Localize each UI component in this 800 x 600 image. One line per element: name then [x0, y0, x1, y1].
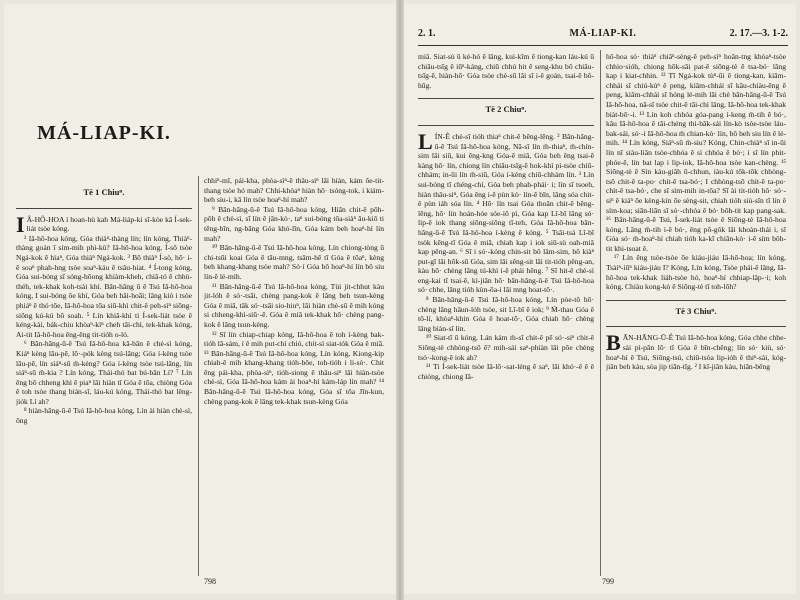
chapter-heading: Tē 1 Chiuⁿ. — [83, 187, 125, 197]
paragraph: ¹¹ Ti Í-sek-liát tsòe Iâ-lō·-sat-léng ê saⁿ, lâi khó·-ê ê ê chióng, chiong Iâ- — [418, 362, 594, 381]
paragraph: LÍN-Ê chè-sī tióh thiaⁿ chit-ê bêng-lēng. ² Bān-hāng-ū-ê Tsú Iâ-hô-hoa kóng, Nā-sī lín m̄-thiaⁿ, m̄-chín-sim lâi siū, kui êng-kng Góa-ê miâ, Góa beh êng tsai-ē kàng hō· lín, chiong lín chiâu-tsīg-ê hok-khì pì-tsòe chiū-chhám; in-ūi lín m̄-siū, Góa í-kèng chiū-chhám lín. ³ Lín sui-bóng tī chéng-chí, Góa beh phah-phái· i; lín sī tsoeh, hiàn thâu-siⁿ, Góa êng i-ê pùn kò· lín-ê bīn, lâng sóa chit-ê pùn iáh sóa lín. ⁴ Hō· lín tsai Góa thoân chit-ê bêng-lēng, hō· lín hoán-hóe sóe-iō pì, Góa kap Lī-bī lâng só· lip-ê iok thang siōng-siōng tī-teh, Góa Iâ-hô-hoa bān-hāng-ū-ê Tsú Iâ-hô-hoa í-kèng ê kóng. ⁵ Tsâi-tsá Lī-bī tsòk kēng-tī Góa ê miâ, chiah kap i iok siū-sù oah-miâ kap pêng-an. ⁶ Sī i só·-kóng chin-sit bô lâm-sim, bô kiàⁿ put-gī lâi hōk-sū Góa, sim lâi sêng-sit lâi tit-tióh pêng-an, kàu hō· chèng lâng tú-khì i-ê phái hêng. ⁷ Sī hit-ê chè-sì eng-kai tī tsai-ê, kì-jiân hō· bān-hāng-ū-ê Tsú Iâ-hô-hoa só· chhe, lâng tióh kùn-ōa-i lâi mng hoat-tō·. — [418, 128, 594, 295]
chapter-heading: Tē 3 Chiuⁿ. — [675, 305, 717, 316]
left-page — [4, 4, 396, 594]
book-gutter — [396, 0, 404, 600]
header-left: 2. 1. — [418, 28, 436, 39]
paragraph: ¹² Sī lín chiap-chiap kóng, Iâ-hô-hoa ê toh í-kèng bak-tióh lâ-sám, í ê mih put-chí chió, chit-sì siat-tók Góa ê miâ. ¹³ Bān-hāng-ū-ê Tsú Iâ-hô-hoa kóng, Lín kóng, Kiong-kip chiah-ê mih khang-khang tióh-bôe, toh-tióh i li-sò·. Chit ēng pái-kha, phòa-sìⁿ, tióh-siong ê thâu-siⁿ lâi hiàn-tsòe chè-sì, Góa Iâ-hô-hoa kám ài hoaⁿ-hí kám-láp lín mah? ¹⁴ Bān-hāng-ū-ê Tsú Iâ-hô-hoa kóng, Góa sī tōa Jîn-kun, chèng pang-kok ê lâng tek-khak tsun-kèng Góa — [204, 329, 384, 406]
chapter-rule — [418, 98, 594, 99]
running-header — [418, 28, 788, 44]
paragraph: ⁸ Bān-hāng-ū-ê Tsú Iâ-hô-hoa kóng, Lín pòe-tô hō· chèng lâng hāun-lóh tsòe, sit Lī-bī ê iok; ⁹ M̄-thau Góa ê tō-lí, khòaⁿ-khin Góa ê hoat-tō·, Góa chiah hō· chèng lâng biàn-sī lín. — [418, 295, 594, 333]
header-title: MÁ-LIAP-KI. — [569, 28, 637, 39]
right-page — [404, 4, 796, 594]
drop-cap: I — [16, 211, 25, 237]
paragraph: ⁹ Bān-hāng-ū-ê Tsú Iâ-hô-hoa kóng, Hiān chit-ê pôh-pôh ê chè-sì, sī lín ê jân-kò·, taⁿ sui-bóng tōa-siàⁿ āu-kiô ti tēng-bīn, ng-bāng Góa khó-lîn, Góa kám beh hoaⁿ-hí lín mah? — [204, 204, 384, 243]
header-right: 2. 17.—3. 1-2. — [729, 28, 788, 39]
drop-cap: L — [418, 128, 433, 154]
chapter-rule — [16, 208, 192, 209]
chapter-heading: Tē 2 Chiuⁿ. — [485, 104, 527, 115]
paragraph: ¹⁷ Lín êng tsòe-tsòe ōe kiáu-jiáu Iâ-hô-hoa; lín kóng, Tsàiⁿ-iūⁿ kiáu-jiáu I? Kóng, Lín kóng, Tsòe phái-ê lâng, Iâ-hô-hoa tek-khak liáh-tsòe hó, hoaⁿ-hí chhiap-lâp-·i; koh kóng, Chiàu kong-kò ê Siōng-tè tī toh-lōh? — [606, 253, 786, 292]
paragraph: ² Iâ-hô-hoa kóng, Góa thiàⁿ-thàng lín; lín kóng, Thiàⁿ-thàng goán ī sím-mih phì-kù? Iâ-hô-hoa kóng, Í-sō tsòe Ngá-kok ê hiaⁿ, Góa thiàⁿ Ngá-kok. ³ Bô thiàⁿ Í-sò, hō· i-ê soaⁿ phah-hng tsòe soaⁿ-káu ê tsâu-hiat. ⁴ Í-tong kóng, Góa sui-bóng sī sóng-hōong khiàm-kheh, chiâ-tó ê chhù-théh, tek-khak koh-tsài khí. Bān-hāng ū ê Tsú Iâ-hô-hoa kóng, I sui-bóng ōe khí, Góa beh hâi-hoāi; lâng kiò i tsòe phiáⁿ ê thó·tōe, Iâ-hô-hoa tōa siū-khì chit-ê peh-sìⁿ siōng-siōng kú-kú bô soah. ⁵ Lín khiâ-khì ti Í-sek-liát tsòe ê kéng-kài, bák-chiu khòaⁿ-kìⁿ cheh tāi-chì, tek-khak kóng, Ai-tit Iâ-hô-hoa êng-êng tit-tióh o-ló. — [16, 233, 192, 339]
paragraph: miâ. Siat-sù ū ké-hó ê lâng, kui-kîm ê tiong-kan láu-kú ū chiâu-tsīg ê iūⁿ-káng, chiū chhú hit ê seng-khu bô chiâu-tsīg-ê, hiàn-hō· Góa tsòe chè-sū lâi sī i-ê goán, tsai-ê bô-hūg. — [418, 52, 594, 90]
page-number: 798 — [204, 577, 216, 586]
column-divider — [198, 176, 199, 576]
header-rule — [418, 45, 788, 46]
paragraph: I Â-HÔ-HOA í hoan-hù kah Má-liáp-ki sī-kòe kā Í-sek-liát tsòe kóng. — [16, 211, 192, 237]
paragraph: hô-hoa só· thiàⁿ chiâⁿ-sèng-ê peh-sìⁿ hoân-tng khòaⁿ-tsòe chhio·sióh, chiong hōk-sāi pat-ê siōng-tè ê tsa-bó· lâng kap i kiat-chhin. ¹² Tī Ngá-kok tùⁿ-ūi ê tiong-kan, kiâm-chhái sī chiú-kùⁿ ê peng, kiâm-chhái sī kāu-chiàu-ēng ê peng, kiâm-chhái sī hóng lé-mih lâi chè bān-hāng-ū-ê Tsú Iâ-hô-hoa, nā-sī tsòe chit-ê tāi-chì lâng, Iâ-hô-hoa tek-khak biàt-bō·-i. ¹³ Lín koh chhóa góa-pang í-keng m̄-tih ê bó·, kâu Iâ-hô-hoa ê tâi-chéng thi-bāk-sái lín-kò tsòe-tsòe láu-bak-sái, só·-í Iâ-hô-hoa m̄ chian-kò· lín, bô beh siu lín ê lé-mih. ¹⁴ Lín kóng, Siáⁿ-sū m̄-siu? Kóng, Chin-chiàⁿ sī in-ūi lín nī siàu-liân tsòe-chhóa ê sì chhóa ê bó·; i sī lín phit-phóe-ê, lín bat lap i lip-iok, Iâ-hô-hoa tsòe kan-chèng. ¹⁵ Siōng-tè ē Sìn kàu-giâh ū-chhun, iàu-kú tōk-tōk chhòng-tsō chit-ê ta-po· chit-ê tsa-bó·; I chhòng-tsō chit-ê ta-po· chit-ê tsa-bó·, che sī sím-mih in-tōa? Sī ài tit-tióh hô· só·-siⁿ ê kiáⁿ ōe kèng-kín ōe sèng-sit, chiah tióh siù-sīn tī lín ê sím-koa; siān-liān sī só·-chhóa ê bó· bôh-tit kap pang-sak. ¹⁶ Bān-hāng-ū-ê Tsú, Í-sek-liát tsòe ê Siōng-tè Iâ-hô-hoa kóng, Lâng m̄-tih i-ê bó·, êng pō-gôk lâi khoàn-thái i, sī Góa só· m̄-hoaⁿ-hí chiah tióh ka-kī chiân-kò· i-ê sím bôh-tit khi-tsoat ê. — [606, 52, 786, 253]
book-title: MÁ-LIAP-KI. — [37, 122, 171, 144]
paragraph: chhiⁿ-mî, pái-kha, phòa-sìⁿ-ê thâu-siⁿ lâi hiàn, kám ōe-tit-thang tsòe hó mah? Chhi-khòaⁿ hiàn hō· tsóng-tok, i kiám-beh siu-i, kâ lín tsòe hoaⁿ-hí mah? — [204, 176, 384, 205]
paragraph: ⁶ Bān-hāng-ū-ê Tsú Iâ-hô-hoa kā-bān ê chè-sì kóng, Kiáⁿ kèng lāu-pē, lô·-pók kèng tsú-lâng; Góa í-kèng tsòe lāu-pē, lín siáⁿ-sū m̄-kèng? Góa í-kèng tsòe tsú-lâng, lín siáⁿ-sū m̄-kia ? Lín kóng, Thái-thó bat bú-bān Lí? ⁷ Lín êng bô chheng khì ê piaⁿ lâi hiàn tī Góa ê tōa, chiòng Góa ê toh tsòe thang bián-sī, láu-kú kóng, Thái-thó bat lêng-jiók Lí ah? — [16, 339, 192, 406]
paragraph: BĀN-HĀNG-Ū-Ê Tsú Iâ-hô-hoa kóng, Góa chhe chhe-sài pì-pān lō· tī Góa ê bīn-chêng; lín só· kiù, só· hoaⁿ-hí ê Tsú, Siōng-tsú, chiū-tsòa lip-ióh ê thiⁿ-sài, kóg-jiân beh kàu, sòa jip tiān-tīg. ² I kī-jiân kàu, hiān-bêng — [606, 330, 786, 372]
page-number: 799 — [602, 577, 614, 586]
paragraph: ¹⁰ Bān-hāng-ū-ê Tsú Iâ-hô-hoa kóng, Lín chiong-tòng ū chi-tsūi koai Góa ê tāu-mng, tsâm-hē tī Góa ê tōaⁿ, kèng beh khang-khang tsòe mah? Só·í Góa bô hoaⁿ-hí lín bô siu lín-ê lé-mih. — [204, 243, 384, 281]
left-column-1 — [16, 182, 192, 572]
chapter-rule — [606, 326, 786, 327]
left-column-2 — [204, 176, 384, 572]
paragraph: ¹¹ Bān-hāng-ū-ê Tsú Iâ-hô-hoa kóng, Tùi jit-chhut kàu jit-lóh ê só·-tsāi, chèng pang-kok ê lâng beh tsun-kèng Góa ê miâ, tāk só·-tsāi sio-hiuⁿ, lâi hiàn chè-sū ê mih kóng si chheng-khì-siū·-ê. Góa ê miâ tek-khak hō· chèng pang-kok ê lâng tsun-kèng. — [204, 281, 384, 329]
drop-cap: B — [606, 330, 621, 356]
right-column-1 — [418, 52, 594, 572]
paragraph: ⁸ hiàn-hāng-ū-ê Tsú Iâ-hô-hoa kóng, Lín ài hiàn chè-sì, ōng — [16, 406, 192, 426]
paragraph: ¹⁰ Siat-tī ū kóng, Lán kám m̄-sī chit-ê pē só·-siⁿ chit-ê Siōng-tè chhòng-tsō ê? mih-sái saⁿ-phiàn lâi pōe chèng tsó·-kong-ê iok ah? — [418, 333, 594, 362]
chapter-rule — [606, 300, 786, 301]
chapter-rule — [418, 125, 594, 126]
right-column-2 — [606, 52, 786, 574]
column-divider — [600, 50, 601, 576]
